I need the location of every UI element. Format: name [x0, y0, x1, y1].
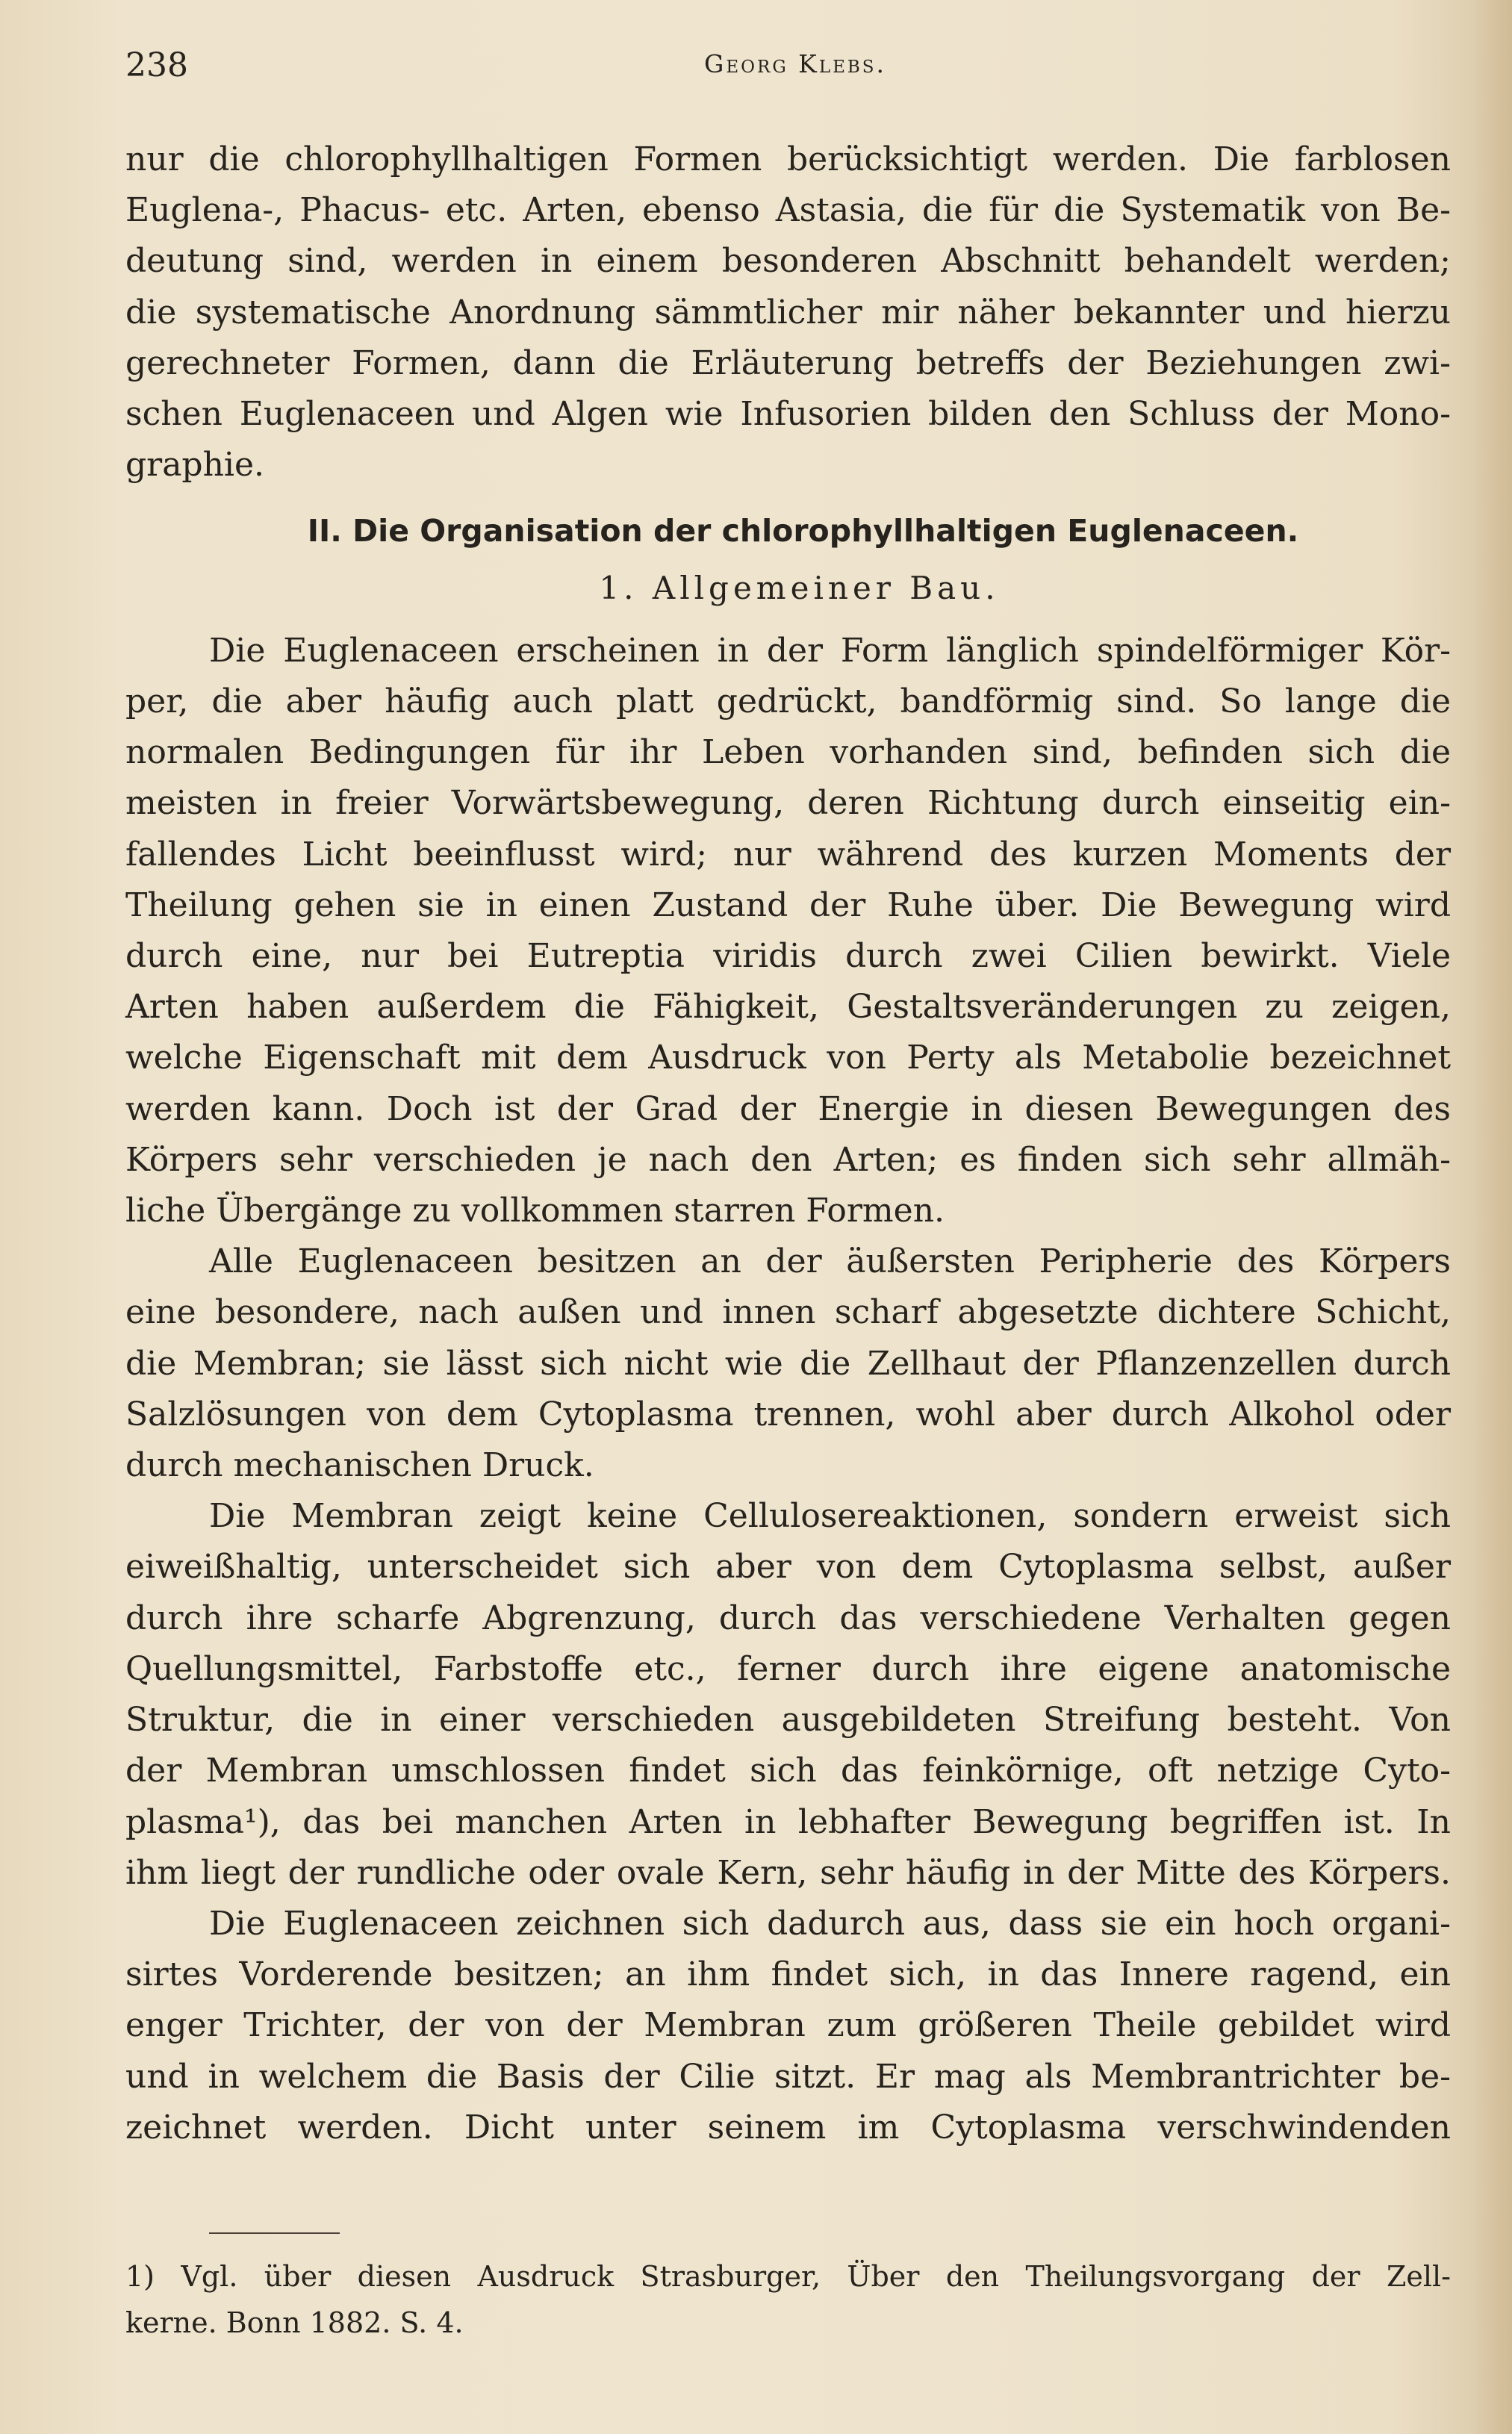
text-line: Alle Euglenaceen besitzen an der äußersten Peripherie des Körpers	[209, 1242, 1451, 1281]
paragraph-vorderende	[125, 1899, 1451, 2153]
text-line: Struktur, die in einer verschieden ausgebildeten Streifung besteht. Von	[125, 1701, 1451, 1740]
text-line: liche Übergänge zu vollkommen starren Formen.	[125, 1192, 945, 1230]
intro-paragraph	[125, 134, 1451, 491]
text-line: nur die chlorophyllhaltigen Formen berücksichtigt werden. Die farblosen	[125, 140, 1451, 178]
text-line: und in welchem die Basis der Cilie sitzt. Er mag als Membrantrichter be-	[125, 2057, 1451, 2096]
paragraph-membran	[125, 1236, 1451, 1491]
footnote-rule	[209, 2232, 340, 2234]
text-line: Salzlösungen von dem Cytoplasma trennen, wohl aber durch Alkohol oder	[125, 1395, 1451, 1434]
page-edge-shadow	[1471, 0, 1512, 2434]
text-line: zeichnet werden. Dicht unter seinem im Cytoplasma verschwindenden	[125, 2108, 1451, 2147]
text-line: die Membran; sie lässt sich nicht wie die Zellhaut der Pflanzenzellen durch	[125, 1344, 1451, 1383]
text-line: fallendes Licht beeinflusst wird; nur während des kurzen Moments der	[125, 835, 1451, 874]
text-line: meisten in freier Vorwärtsbewegung, deren Richtung durch einseitig ein-	[125, 784, 1451, 823]
text-line: Theilung gehen sie in einen Zustand der Ruhe über. Die Bewegung wird	[125, 885, 1451, 924]
page-header	[125, 46, 1455, 99]
text-line: per, die aber häufig auch platt gedrückt, bandförmig sind. So lange die	[125, 682, 1451, 721]
text-line: deutung sind, werden in einem besonderen Abschnitt behandelt werden;	[125, 242, 1451, 281]
text-line: werden kann. Doch ist der Grad der Energie in diesen Bewegungen des	[125, 1089, 1451, 1128]
text-line: Euglena-, Phacus- etc. Arten, ebenso Astasia, die für die Systematik von Be-	[125, 191, 1451, 230]
text-line: sirtes Vorderende besitzen; an ihm findet sich, in das Innere ragend, ein	[125, 1955, 1451, 1994]
footnote	[125, 2253, 1451, 2346]
text-line: eiweißhaltig, unterscheidet sich aber von dem Cytoplasma selbst, außer	[125, 1548, 1451, 1587]
page-number: 238	[125, 46, 188, 84]
spacer	[125, 491, 1451, 505]
text-line: eine besondere, nach außen und innen scharf abgesetzte dichtere Schicht,	[125, 1293, 1451, 1332]
text-line: Die Euglenaceen erscheinen in der Form länglich spindelförmiger Kör-	[209, 631, 1451, 670]
page-body	[125, 134, 1451, 2153]
text-line: Die Euglenaceen zeichnen sich dadurch aus, dass sie ein hoch organi-	[209, 1904, 1451, 1943]
text-line: welche Eigenschaft mit dem Ausdruck von Perty als Metabolie bezeichnet	[125, 1039, 1451, 1077]
text-line: normalen Bedingungen für ihr Leben vorhanden sind, befinden sich die	[125, 733, 1451, 772]
text-line: gerechneter Formen, dann die Erläuterung betreffs der Beziehungen zwi-	[125, 343, 1451, 382]
section-heading: II. Die Organisation der chlorophyllhaltigen Euglenaceen.	[307, 513, 1299, 550]
text-line: ihm liegt der rundliche oder ovale Kern, sehr häufig in der Mitte des Körpers.	[125, 1853, 1451, 1892]
text-line: durch ihre scharfe Abgrenzung, durch das verschiedene Verhalten gegen	[125, 1599, 1451, 1637]
footnote-line: 1) Vgl. über diesen Ausdruck Strasburger, Über den Theilungsvorgang der Zell-	[125, 2260, 1451, 2293]
text-line: die systematische Anordnung sämmtlicher mir näher bekannter und hierzu	[125, 293, 1451, 332]
text-line: plasma¹), das bei manchen Arten in lebhafter Bewegung begriffen ist. In	[125, 1802, 1451, 1841]
footnote-line: kerne. Bonn 1882. S. 4.	[125, 2306, 464, 2339]
text-line: Körpers sehr verschieden je nach den Arten; es finden sich sehr allmäh-	[125, 1140, 1451, 1179]
text-line: Arten haben außerdem die Fähigkeit, Gestaltsveränderungen zu zeigen,	[125, 988, 1451, 1027]
text-line: Quellungsmittel, Farbstoffe etc., ferner durch ihre eigene anatomische	[125, 1649, 1451, 1688]
text-line: durch eine, nur bei Eutreptia viridis durch zwei Cilien bewirkt. Viele	[125, 937, 1451, 976]
running-head: Georg Klebs.	[704, 49, 887, 78]
subsection-heading: 1. Allgemeiner Bau.	[599, 569, 1000, 606]
text-line: enger Trichter, der von der Membran zum größeren Theile gebildet wird	[125, 2006, 1451, 2045]
text-line: graphie.	[125, 446, 265, 485]
text-line: der Membran umschlossen findet sich das feinkörnige, oft netzige Cyto-	[125, 1752, 1451, 1790]
paragraph-allgemeiner-bau	[125, 626, 1451, 1236]
paragraph-membran-eigenschaften	[125, 1491, 1451, 1899]
text-line: Die Membran zeigt keine Cellulosereaktionen, sondern erweist sich	[209, 1497, 1451, 1536]
text-line: schen Euglenaceen und Algen wie Infusorien bilden den Schluss der Mono-	[125, 395, 1451, 434]
text-line: durch mechanischen Druck.	[125, 1446, 594, 1485]
